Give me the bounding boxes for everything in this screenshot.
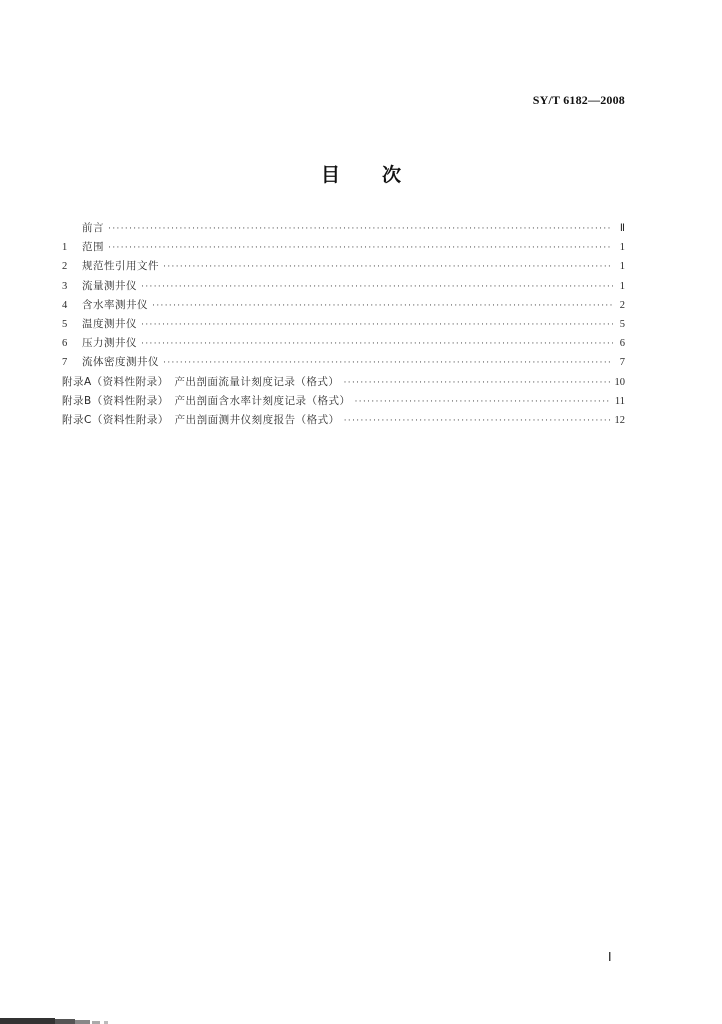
page-number: Ⅰ (608, 950, 612, 964)
toc-entry-number: 5 (62, 318, 68, 330)
toc-leader-dots (163, 357, 613, 367)
toc-entry[interactable] (62, 239, 625, 258)
toc-entry[interactable] (62, 278, 625, 297)
toc-entry-title: 范围 (82, 241, 104, 254)
toc-title-right: 次 (382, 164, 402, 186)
toc-entry[interactable] (62, 354, 625, 373)
toc-title (0, 160, 722, 187)
toc-leader-dots (141, 281, 613, 291)
toc-entry-number: 2 (62, 261, 68, 273)
toc-leader-dots (344, 415, 611, 425)
toc-entry[interactable] (62, 258, 625, 277)
toc-entry[interactable] (62, 316, 625, 335)
toc-entry-page: Ⅱ (619, 223, 625, 234)
scan-artifact (0, 1012, 130, 1024)
toc-entry-title: 附录A（资料性附录） 产出剖面流量计刻度记录（格式） (62, 375, 340, 388)
toc-leader-dots (343, 377, 610, 387)
toc-leader-dots (141, 338, 613, 348)
toc-entry-number: 1 (62, 242, 68, 254)
toc-entry-page: 2 (619, 299, 625, 311)
toc-title-left: 目 (320, 164, 340, 186)
toc-entry-page: 12 (614, 414, 625, 426)
toc-entry-title: 附录B（资料性附录） 产出剖面含水率计刻度记录（格式） (62, 394, 351, 407)
toc-entry-page: 11 (614, 395, 625, 407)
toc-leader-dots (108, 242, 613, 252)
toc-entry-title: 温度测井仪 (82, 317, 137, 330)
toc-entry-page: 10 (614, 376, 625, 388)
toc-leader-dots (108, 223, 613, 233)
toc-entry-title: 附录C（资料性附录） 产出剖面测井仪刻度报告（格式） (62, 413, 340, 426)
toc-entry-number: 4 (62, 299, 68, 311)
toc-entry-number: 3 (62, 280, 68, 292)
toc-entry-page: 1 (619, 242, 625, 254)
toc-entry-title: 规范性引用文件 (82, 260, 159, 273)
standard-code: SY/T 6182—2008 (532, 93, 625, 107)
toc-entry[interactable] (62, 374, 625, 393)
toc-leader-dots (163, 261, 613, 271)
toc-entry-page: 1 (619, 280, 625, 292)
table-of-contents (62, 220, 625, 431)
toc-leader-dots (141, 319, 613, 329)
toc-leader-dots (152, 300, 613, 310)
toc-entry-title: 压力测井仪 (82, 337, 137, 350)
toc-entry[interactable] (62, 220, 625, 239)
toc-leader-dots (354, 396, 610, 406)
toc-entry[interactable] (62, 297, 625, 316)
toc-entry-number: 7 (62, 357, 68, 369)
toc-entry[interactable] (62, 335, 625, 354)
toc-entry-page: 6 (619, 338, 625, 350)
toc-entry[interactable] (62, 412, 625, 431)
toc-entry[interactable] (62, 393, 625, 412)
toc-entry-title: 含水率测井仪 (82, 298, 148, 311)
toc-entry-page: 5 (619, 318, 625, 330)
toc-entry-title: 流量测井仪 (82, 279, 137, 292)
toc-entry-page: 7 (619, 357, 625, 369)
toc-entry-title: 流体密度测井仪 (82, 356, 159, 369)
toc-entry-title: 前言 (82, 222, 104, 234)
toc-entry-number: 6 (62, 338, 68, 350)
toc-entry-page: 1 (619, 261, 625, 273)
